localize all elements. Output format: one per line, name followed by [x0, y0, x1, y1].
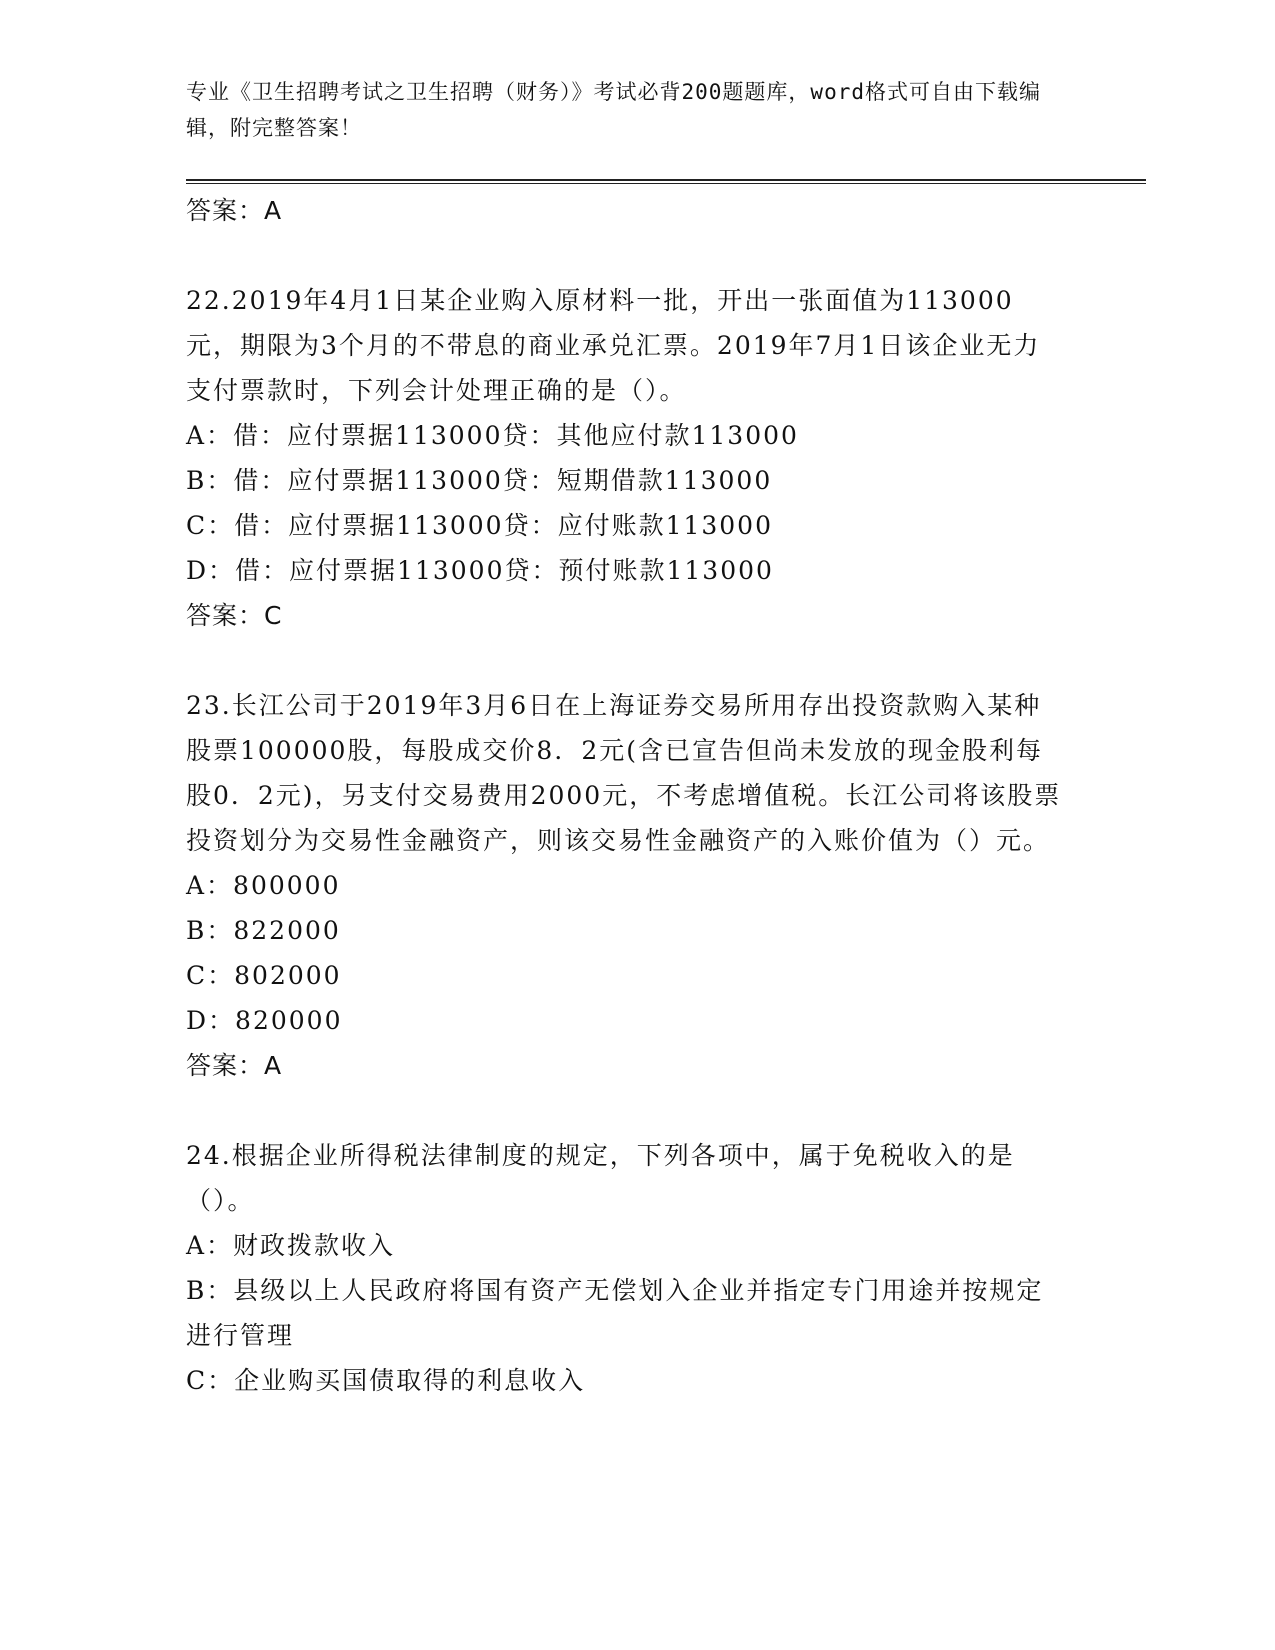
- option-b: B：借：应付票据113000贷：短期借款113000: [186, 466, 773, 495]
- option-a: A：800000: [186, 871, 341, 900]
- option-d: D：820000: [186, 1006, 343, 1035]
- question-24: [186, 1133, 1066, 1403]
- question-answer: 答案：C: [186, 601, 283, 630]
- question-stem: 23.长江公司于2019年3月6日在上海证券交易所用存出投资款购入某种股票100000股，每股成交价8．2元(含已宣告但尚未发放的现金股利每股0．2元)，另支付交易费用2000元，不考虑增值税。长江公司将该股票投资划分为交易性金融资产，则该交易性金融资产的入账价值为（）元。: [186, 691, 1062, 855]
- question-stem: 22.2019年4月1日某企业购入原材料一批，开出一张面值为113000元，期限为3个月的不带息的商业承兑汇票。2019年7月1日该企业无力支付票款时，下列会计处理正确的是（）。: [186, 286, 1041, 405]
- question-stem: 24.根据企业所得税法律制度的规定，下列各项中，属于免税收入的是（）。: [186, 1141, 1015, 1215]
- option-a: A：借：应付票据113000贷：其他应付款113000: [186, 421, 799, 450]
- document-header: 专业《卫生招聘考试之卫生招聘（财务）》考试必背200题题库，word格式可自由下载编辑，附完整答案！: [186, 80, 1041, 140]
- option-c: C：借：应付票据113000贷：应付账款113000: [186, 511, 773, 540]
- option-b: B：822000: [186, 916, 341, 945]
- question-22: [186, 278, 1066, 638]
- option-c: C：802000: [186, 961, 342, 990]
- option-a: A：财政拨款收入: [186, 1231, 396, 1260]
- option-b: B：县级以上人民政府将国有资产无偿划入企业并指定专门用途并按规定进行管理: [186, 1276, 1044, 1350]
- option-c: C：企业购买国债取得的利息收入: [186, 1366, 586, 1395]
- header-divider: [186, 179, 1146, 184]
- document-body: [186, 188, 1066, 1403]
- question-answer: 答案：A: [186, 1051, 283, 1080]
- option-d: D：借：应付票据113000贷：预付账款113000: [186, 556, 774, 585]
- question-23: [186, 683, 1066, 1088]
- previous-answer: 答案：A: [186, 196, 283, 225]
